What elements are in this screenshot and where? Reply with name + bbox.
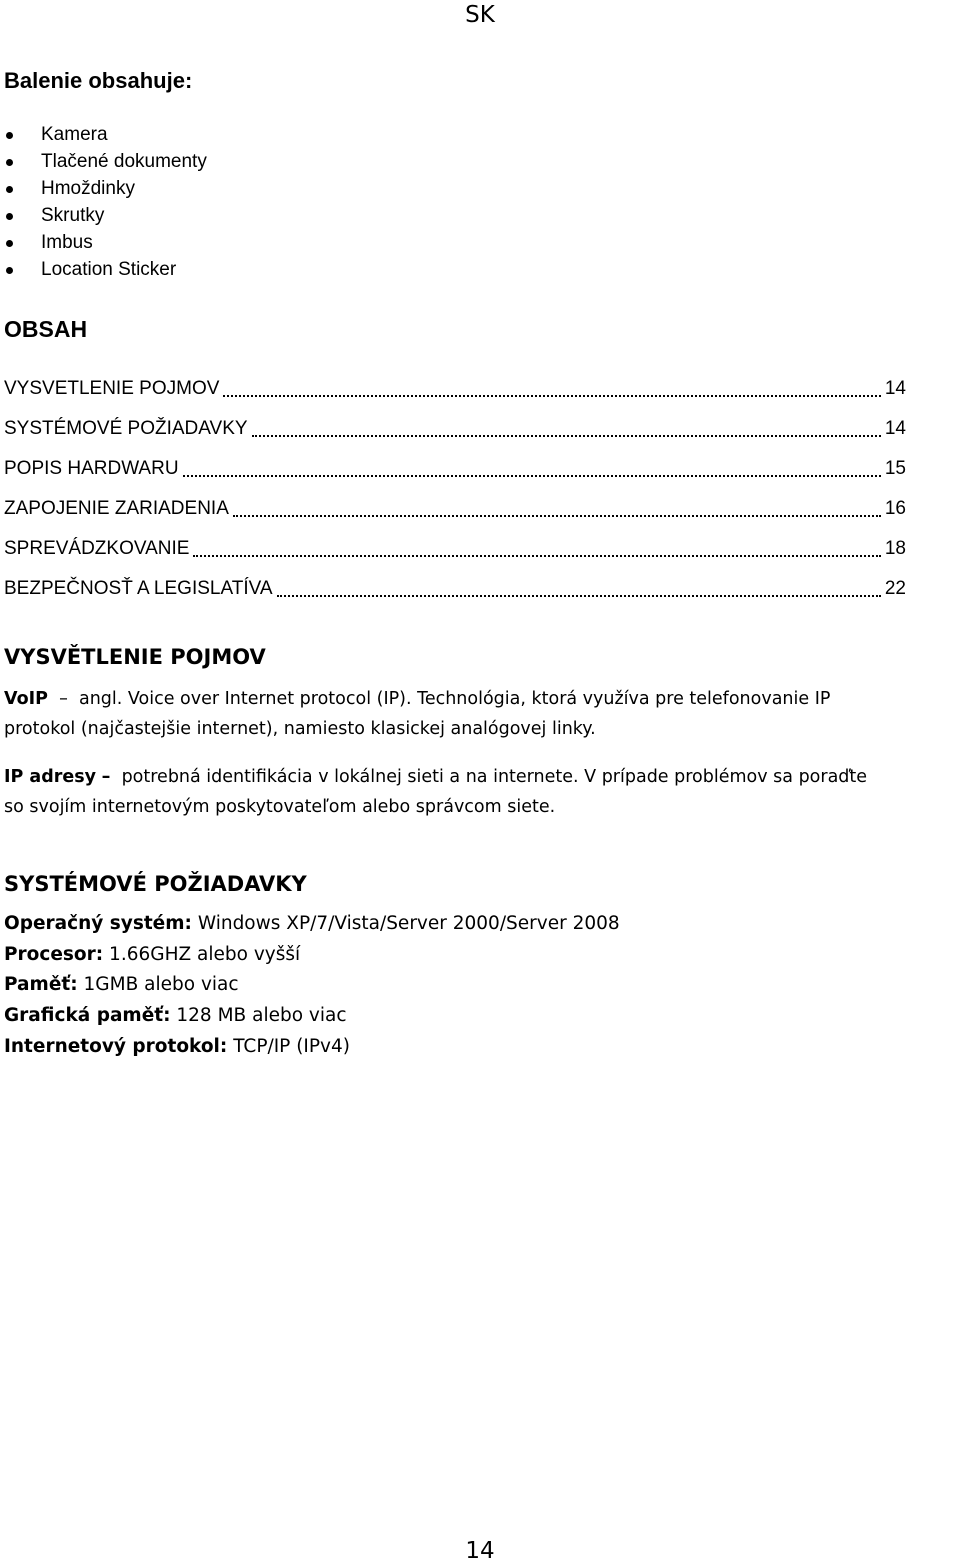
voip-text-line2: protokol (najčastejšie internet), namiesto klasickej analógovej linky.: [4, 719, 596, 739]
toc-entry-label: ZAPOJENIE ZARIADENIA: [4, 498, 229, 519]
toc-entry-label: BEZPEČNOSŤ A LEGISLATÍVA: [4, 578, 273, 599]
list-item: [0, 256, 207, 283]
bullet-icon: [6, 240, 13, 247]
list-item-label: Hmoždinky: [41, 178, 135, 199]
toc-entry[interactable]: [4, 370, 906, 400]
toc-entry-page: 22: [884, 578, 906, 599]
toc-entry-label: SYSTÉMOVÉ POŽIADAVKY: [4, 418, 248, 439]
requirement-value: TCP/IP (IPv4): [233, 1036, 350, 1057]
toc-entry[interactable]: [4, 530, 906, 560]
requirement-row: [4, 913, 620, 934]
list-item: [0, 148, 207, 175]
requirement-row: [4, 1005, 347, 1026]
requirement-label: Paměť:: [4, 974, 78, 995]
package-contents-heading: Balenie obsahuje:: [4, 68, 193, 93]
toc-entry-label: VYSVETLENIE POJMOV: [4, 378, 220, 399]
voip-dash: –: [59, 689, 68, 709]
list-item: [0, 229, 207, 256]
requirement-row: [4, 974, 239, 995]
toc-entry[interactable]: [4, 570, 906, 600]
list-item: [0, 121, 207, 148]
voip-term: VoIP: [4, 689, 48, 709]
voip-text-line1: angl. Voice over Internet protocol (IP). Technológia, ktorá využíva pre telefonovanie IP: [78, 689, 831, 709]
requirement-label: Grafická paměť:: [4, 1005, 171, 1026]
list-item-label: Tlačené dokumenty: [41, 151, 207, 172]
bullet-icon: [6, 213, 13, 220]
toc-entry-page: 18: [884, 538, 906, 559]
requirement-value: 1GMB alebo viac: [83, 974, 239, 995]
toc-entry-label: SPREVÁDZKOVANIE: [4, 538, 190, 559]
list-item-label: Location Sticker: [41, 259, 177, 280]
bullet-icon: [6, 132, 13, 139]
requirement-value: Windows XP/7/Vista/Server 2000/Server 2008: [197, 913, 620, 934]
bullet-icon: [6, 159, 13, 166]
toc-leader: [233, 514, 881, 517]
list-item: [0, 175, 207, 202]
toc-entry-page: 14: [884, 418, 906, 439]
requirement-value: 1.66GHZ alebo vyšší: [109, 944, 301, 965]
toc-entry-page: 14: [884, 378, 906, 399]
requirement-value: 128 MB alebo viac: [176, 1005, 347, 1026]
requirements-heading: SYSTÉMOVÉ POŽIADAVKY: [4, 872, 307, 896]
terms-heading: VYSVĚTLENIE POJMOV: [4, 645, 266, 669]
page-number: 14: [465, 1538, 495, 1564]
list-item-label: Kamera: [41, 124, 108, 145]
toc-leader: [277, 594, 881, 597]
package-contents-list: [0, 121, 207, 283]
ip-term: IP adresy: [4, 767, 97, 787]
requirement-label: Procesor:: [4, 944, 104, 965]
list-item-label: Skrutky: [41, 205, 105, 226]
requirement-row: [4, 1036, 350, 1057]
voip-definition: [4, 684, 960, 744]
requirement-row: [4, 944, 300, 965]
ip-definition: [4, 762, 960, 822]
ip-text-line1: potrebná identifikácia v lokálnej sieti a na internete. V prípade problémov sa poraďte: [121, 767, 868, 787]
bullet-icon: [6, 267, 13, 274]
toc-entry[interactable]: [4, 410, 906, 440]
language-code: SK: [465, 2, 495, 28]
list-item: [0, 202, 207, 229]
toc-entry[interactable]: [4, 490, 906, 520]
requirement-label: Internetový protokol:: [4, 1036, 228, 1057]
toc-entry-page: 16: [884, 498, 906, 519]
list-item-label: Imbus: [41, 232, 93, 253]
ip-dash: –: [101, 767, 111, 787]
toc-entry-label: POPIS HARDWARU: [4, 458, 179, 479]
toc-entry-page: 15: [884, 458, 906, 479]
toc-entry[interactable]: [4, 450, 906, 480]
toc-leader: [183, 474, 881, 477]
ip-text-line2: so svojím internetovým poskytovateľom alebo správcom siete.: [4, 797, 556, 817]
toc-leader: [223, 394, 880, 397]
requirement-label: Operačný systém:: [4, 913, 192, 934]
toc-leader: [193, 554, 880, 557]
toc-heading: OBSAH: [4, 316, 88, 342]
bullet-icon: [6, 186, 13, 193]
toc-leader: [252, 434, 881, 437]
